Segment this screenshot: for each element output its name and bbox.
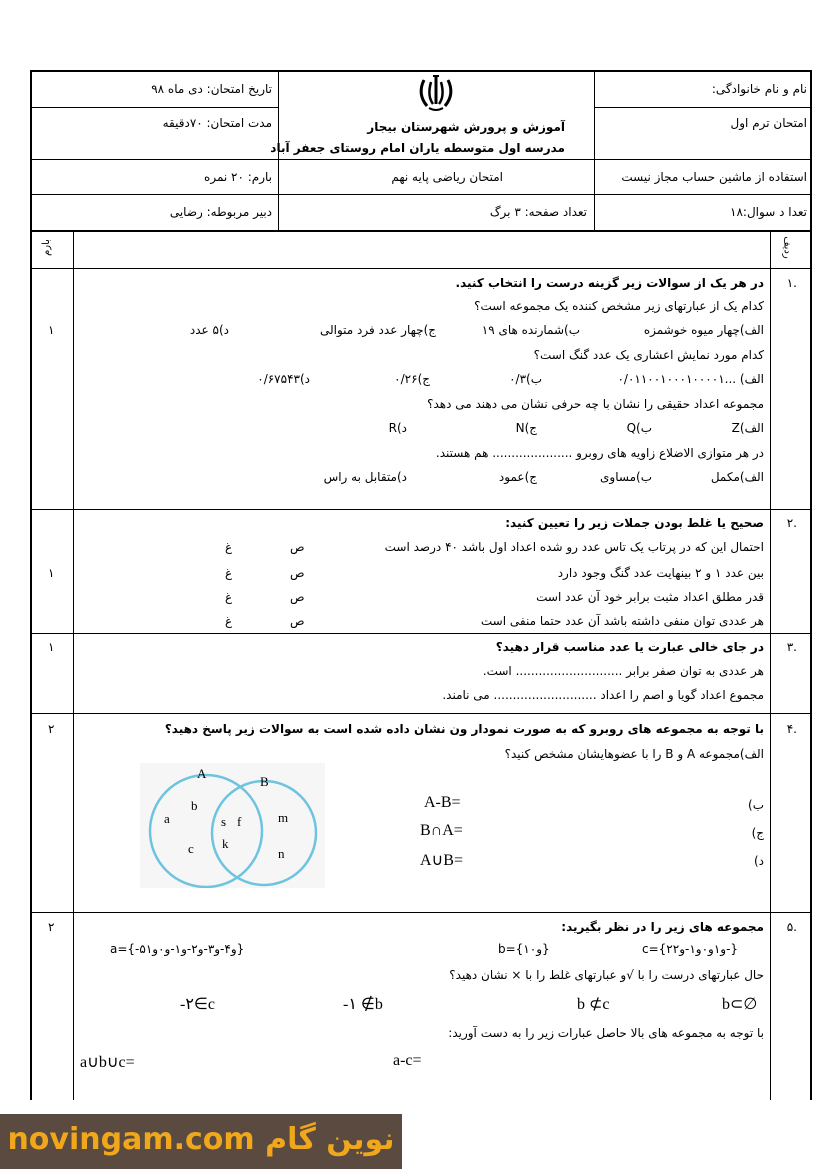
false-mark[interactable]: غ [225,590,233,604]
total-score: بارم: ۲۰ نمره [204,170,272,184]
option: د)۵ عدد [189,323,229,337]
set-b-label: B [260,774,269,789]
question-prompt: در هر متوازی الاضلاع زاویه های روبرو ..................... هم هستند. [435,446,764,460]
exam-date: تاریخ امتحان: دی ماه ۹۸ [151,82,272,96]
option: ب)شمارنده های ۱۹ [481,323,580,337]
expression: A-B= [424,794,461,811]
exam-subject: امتحان ریاضی پایه نهم [391,170,503,184]
option: الف)چهار میوه خوشمزه [643,323,764,337]
element: a [164,811,170,826]
divider [770,231,771,1100]
option-label: ج) [751,826,764,840]
question-number: .۵ [786,920,797,934]
expression: a-c= [393,1052,422,1069]
question-score: ۱ [48,640,55,654]
expression: a∪b∪c= [80,1054,135,1071]
question-title: مجموعه های زیر را در نظر بگیرید: [561,920,764,934]
brand-banner [0,1114,402,1169]
expression: b ⊄c [577,996,610,1013]
question-prompt: کدام مورد نمایش اعشاری یک عدد گنگ است؟ [533,348,764,362]
false-mark[interactable]: غ [225,540,233,554]
divider [30,268,812,269]
statement: بین عدد ۱ و ۲ بینهایت عدد گنگ وجود دارد [557,566,764,580]
option-label: ب) [748,798,764,812]
score-column-label: بارم [40,239,52,256]
teacher: دبیر مربوطه: رضایی [169,205,272,219]
question-prompt: با توجه به مجموعه های بالا حاصل عبارات زیر را به دست آورید: [448,1026,764,1040]
option: ب)۰/۳ [509,372,542,386]
true-mark[interactable]: ص [290,590,305,604]
question-prompt: الف)مجموعه A و B را با عضوهایشان مشخص کنید؟ [504,747,764,761]
element: f [237,814,242,829]
brand-text: novingam.com نوین گام [7,1122,395,1157]
option: ب)Q [626,421,652,435]
divider [30,633,812,634]
option: ج)عمود [498,470,537,484]
name-label: نام و نام خانوادگی: [711,82,807,96]
expression: A∪B= [420,852,463,869]
venn-diagram [140,763,325,888]
divider [73,231,74,1100]
option: ج)N [515,421,537,435]
element: n [278,846,285,861]
true-mark[interactable]: ص [290,566,305,580]
option: الف)مکمل [710,470,764,484]
option: ب)مساوی [600,470,652,484]
false-mark[interactable]: غ [225,566,233,580]
divider [594,107,812,108]
page-count: تعداد صفحه: ۳ برگ [489,205,587,219]
expression: -۱ ∉b [343,996,383,1013]
question-title: صحیح یا غلط بودن جملات زیر را تعیین کنید: [505,516,764,530]
option: د)۰/۶۷۵۴۳ [257,372,310,386]
school-title: مدرسه اول متوسطه یاران امام روستای جعفر آباد [270,141,565,155]
option: ج)۰/۲۶ [394,372,430,386]
question-prompt: کدام یک از عبارتهای زیر مشخص کننده یک مجموعه است؟ [474,299,764,313]
question-count: تعدا د سوال:۱۸ [730,205,807,219]
option: الف)Z [731,421,764,435]
element: m [278,810,289,825]
divider [594,70,595,231]
divider [30,107,278,108]
set-a-definition: a={-۵و۴-و۳-و۲-و۱-و۰و۱} [110,942,245,956]
statement: هر عددی توان منفی داشته باشد آن عدد حتما منفی است [480,614,764,628]
option: ج)چهار عدد فرد متوالی [319,323,436,337]
exam-term: امتحان ترم اول [730,116,807,130]
divider [30,509,812,510]
divider [30,713,812,714]
statement: قدر مطلق اعداد مثبت برابر خود آن عدد است [536,590,764,604]
question-title: در جای خالی عبارت یا عدد مناسب قرار دهید؟ [495,640,764,654]
divider [30,159,812,160]
statement: احتمال این که در پرتاب یک تاس عدد رو شده اعداد اول باشد ۴۰ درصد است [384,540,764,554]
element: s [221,814,227,829]
question-title: با توجه به مجموعه های روبرو که به صورت نمودار ون نشان داده شده است به سوالات زیر پاسخ دهید؟ [164,722,764,736]
option: د)R [388,421,407,435]
fill-blank: هر عددی به توان صفر برابر ............................ است. [482,664,764,678]
row-column-label: ردیف [781,236,793,259]
set-a-label: A [197,766,207,781]
expression: -۲∈c [180,996,215,1013]
question-score: ۲ [48,722,55,736]
exam-duration: مدت امتحان: ۷۰دقیقه [162,116,272,130]
element: b [191,798,198,813]
expression: B∩A= [420,822,463,839]
divider [30,194,812,195]
question-number: .۳ [786,640,797,654]
question-score: ۱ [48,323,55,337]
option-label: د) [753,854,764,868]
true-mark[interactable]: ص [290,614,305,628]
set-c-definition: c={۲و۱و۰و۱-و۲-} [642,942,739,956]
fill-blank: مجموع اعداد گویا و اصم را اعداد ........................... می نامند. [442,688,764,702]
option: د)متقابل به راس [323,470,407,484]
question-number: .۴ [786,722,797,736]
question-title: در هر یک از سوالات زیر گزینه درست را انتخاب کنید. [455,276,764,290]
true-mark[interactable]: ص [290,540,305,554]
false-mark[interactable]: غ [225,614,233,628]
question-prompt: مجموعه اعداد حقیقی را نشان با چه حرفی نشان می دهند می دهد؟ [427,397,764,411]
expression: b⊂∅ [722,996,758,1013]
calculator-note: استفاده از ماشین حساب مجاز نیست [621,170,807,184]
iran-emblem-icon [413,72,459,114]
divider [30,912,812,913]
option: الف) ...۰/۰۱۱۰۰۱۰۰۰۱۰۰۰۰۱ [617,372,764,386]
question-number: .۲ [786,516,797,530]
element: k [222,836,229,851]
divider [30,230,812,232]
question-number: .۱ [786,276,797,290]
org-title: آموزش و پرورش شهرستان بیجار [367,120,565,134]
element: c [188,841,194,856]
set-b-definition: b={۱و۰} [498,942,550,956]
question-score: ۱ [48,566,55,580]
question-score: ۲ [48,920,55,934]
question-prompt: حال عبارتهای درست را با √و عبارتهای غلط را با × نشان دهید؟ [449,968,764,982]
